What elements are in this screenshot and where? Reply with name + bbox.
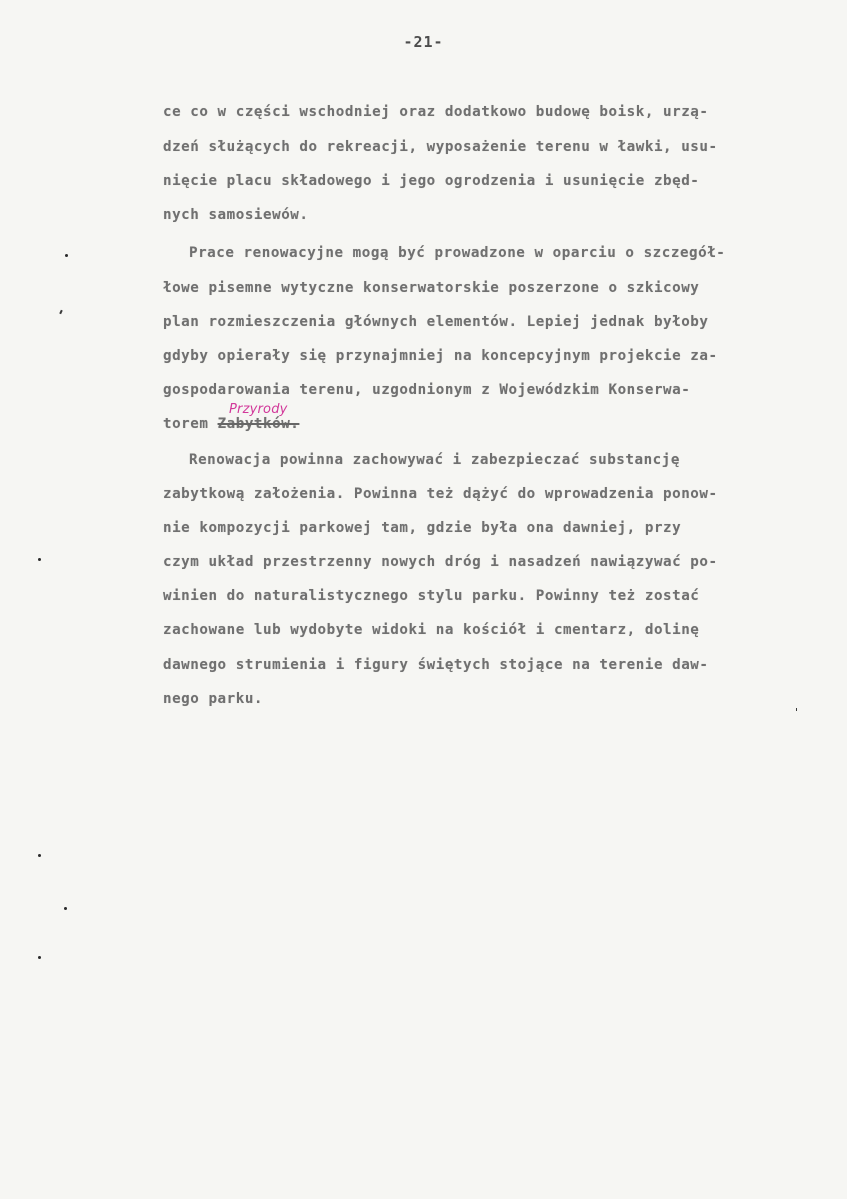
text-line: nych samosiewów. [163, 207, 309, 223]
text-line: czym układ przestrzenny nowych dróg i nasadzeń nawiązywać po- [163, 554, 718, 570]
text-line-last [163, 416, 299, 432]
handwritten-correction: Przyrody [229, 402, 288, 417]
binder-hole-mark [38, 956, 41, 959]
text-line: łowe pisemne wytyczne konserwatorskie poszerzone o szkicowy [163, 280, 700, 296]
text-line: Renowacja powinna zachowywać i zabezpieczać substancję [189, 452, 680, 468]
text-line: gospodarowania terenu, uzgodnionym z Wojewódzkim Konserwa- [163, 382, 691, 398]
binder-hole-mark [38, 558, 41, 561]
text-line: winien do naturalistycznego stylu parku. Powinny też zostać [163, 588, 700, 604]
text-line: plan rozmieszczenia głównych elementów. Lepiej jednak byłoby [163, 314, 709, 330]
text-line: gdyby opierały się przynajmniej na koncepcyjnym projekcie za- [163, 348, 718, 364]
text-line: dzeń służących do rekreacji, wyposażenie terenu w ławki, usu- [163, 139, 718, 155]
text-line: zabytkową założenia. Powinna też dążyć do wprowadzenia ponow- [163, 486, 718, 502]
text-line: zachowane lub wydobyte widoki na kościół i cmentarz, dolinę [163, 622, 700, 638]
text-line: Prace renowacyjne mogą być prowadzone w oparciu o szczegół- [189, 245, 726, 261]
struck-word: Zabytków. [217, 416, 300, 432]
binder-hole-mark [38, 854, 41, 857]
text-line: dawnego strumienia i figury świętych stojące na terenie daw- [163, 657, 709, 673]
line-text: torem [163, 416, 209, 432]
text-line: nego parku. [163, 691, 264, 707]
text-line: ce co w części wschodniej oraz dodatkowo budowę boisk, urzą- [163, 104, 709, 120]
binder-hole-mark [59, 310, 63, 314]
text-line: nie kompozycji parkowej tam, gdzie była ona dawniej, przy [163, 520, 682, 536]
margin-mark [796, 708, 797, 711]
binder-hole-mark [65, 254, 68, 257]
text-line: nięcie placu składowego i jego ogrodzenia i usunięcie zbęd- [163, 173, 700, 189]
binder-hole-mark [64, 907, 67, 910]
page-number: -21- [403, 33, 444, 51]
